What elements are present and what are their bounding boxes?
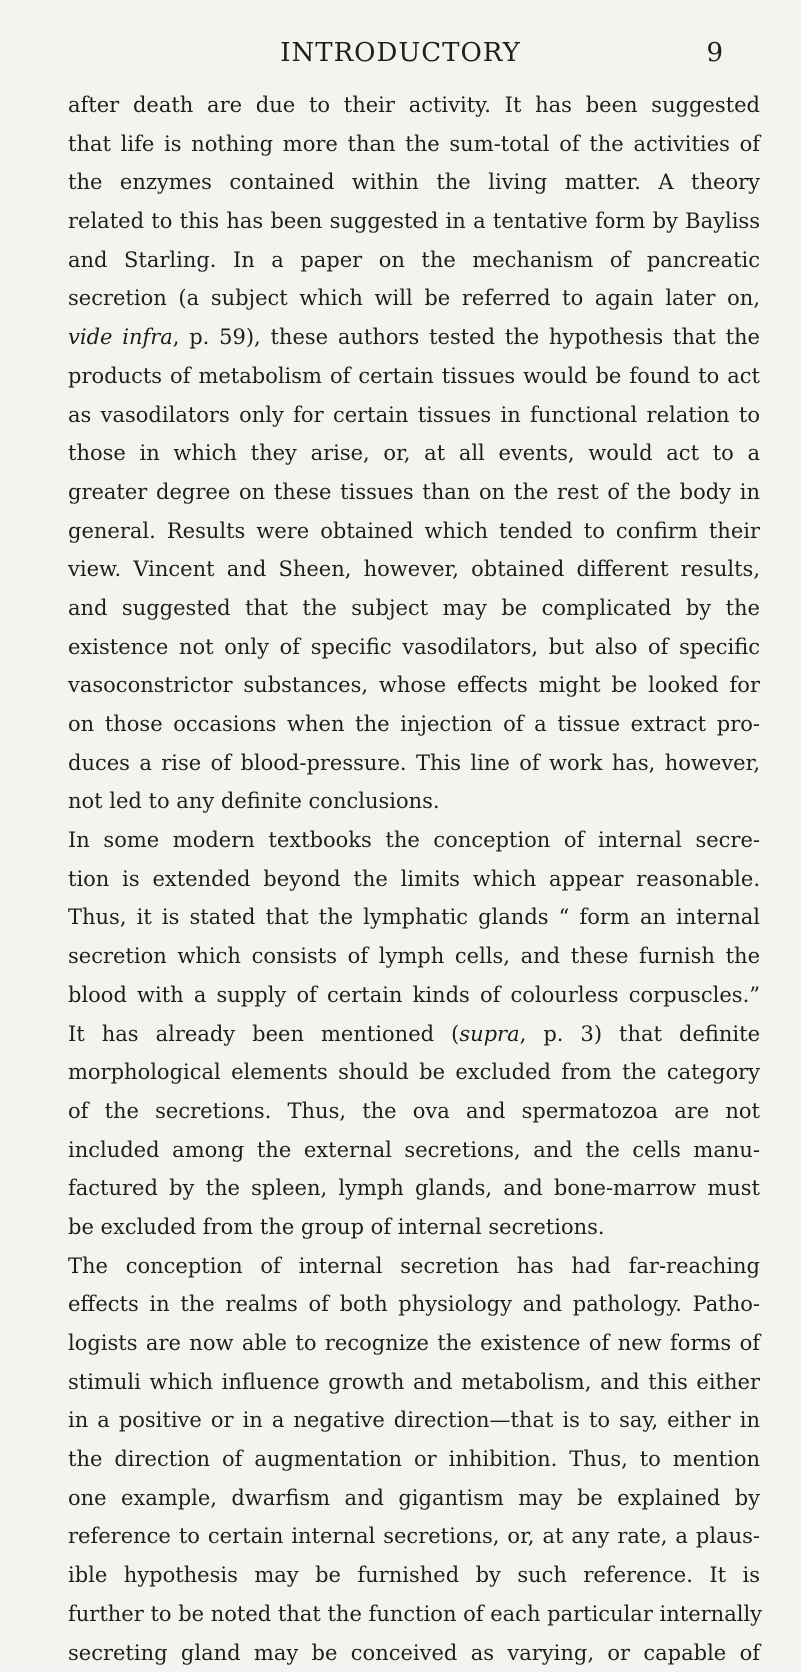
text-line: as vasodilators only for certain tissues in functional relation to [68, 396, 760, 435]
text-line: duces a rise of blood-pressure. This line of work has, however, [68, 744, 760, 783]
text-line: related to this has been suggested in a tentative form by Bayliss [68, 202, 760, 241]
text-line: secretion (a subject which will be referred to again later on, [68, 279, 760, 318]
text-line: existence not only of specific vasodilators, but also of specific [68, 628, 760, 667]
running-title: INTRODUCTORY [0, 38, 801, 68]
text-line: general. Results were obtained which tended to confirm their [68, 512, 760, 551]
paragraph-end-line: be excluded from the group of internal secretions. [68, 1208, 760, 1247]
paragraph-end-line: not led to any definite conclusions. [68, 782, 760, 821]
text-line: on those occasions when the injection of a tissue extract pro- [68, 705, 760, 744]
text-line-italic-start: vide infra, p. 59), these authors tested the hypothesis that the [68, 318, 760, 357]
text-line: Thus, it is stated that the lymphatic glands “ form an internal [68, 898, 760, 937]
text-line: In some modern textbooks the conception of internal secre- [68, 821, 760, 860]
text-line: in a positive or in a negative direction—that is to say, either in [68, 1401, 760, 1440]
text-line: tion is extended beyond the limits which appear reasonable. [68, 860, 760, 899]
text-line: secreting gland may be conceived as varying, or capable of [68, 1634, 760, 1672]
text-line: those in which they arise, or, at all events, would act to a [68, 434, 760, 473]
running-head [0, 38, 801, 78]
text-line: included among the external secretions, and the cells manu- [68, 1131, 760, 1170]
text-line: stimuli which influence growth and metabolism, and this either [68, 1363, 760, 1402]
text-line: of the secretions. Thus, the ova and spermatozoa are not [68, 1092, 760, 1131]
text-line: products of metabolism of certain tissues would be found to act [68, 357, 760, 396]
body-text [68, 86, 760, 1672]
text-line: and Starling. In a paper on the mechanism of pancreatic [68, 241, 760, 280]
text-line: one example, dwarfism and gigantism may be explained by [68, 1479, 760, 1518]
text-line: greater degree on these tissues than on the rest of the body in [68, 473, 760, 512]
text-line: and suggested that the subject may be complicated by the [68, 589, 760, 628]
text-line: the direction of augmentation or inhibition. Thus, to mention [68, 1440, 760, 1479]
text-line: view. Vincent and Sheen, however, obtained different results, [68, 550, 760, 589]
text-line: morphological elements should be excluded from the category [68, 1053, 760, 1092]
text-line: The conception of internal secretion has had far-reaching [68, 1247, 760, 1286]
text-line: the enzymes contained within the living matter. A theory [68, 163, 760, 202]
page-number: 9 [706, 38, 723, 68]
text-line: reference to certain internal secretions, or, at any rate, a plaus- [68, 1517, 760, 1556]
text-line-italic-supra: It has already been mentioned (supra, p. 3) that definite [68, 1015, 760, 1054]
text-line: logists are now able to recognize the existence of new forms of [68, 1324, 760, 1363]
text-line: effects in the realms of both physiology and pathology. Patho- [68, 1285, 760, 1324]
text-line: after death are due to their activity. It has been suggested [68, 86, 760, 125]
text-line: ible hypothesis may be furnished by such reference. It is [68, 1556, 760, 1595]
text-line: further to be noted that the function of each particular internally [68, 1595, 760, 1634]
text-line: factured by the spleen, lymph glands, and bone-marrow must [68, 1169, 760, 1208]
text-line: blood with a supply of certain kinds of colourless corpuscles.” [68, 976, 760, 1015]
text-line: secretion which consists of lymph cells, and these furnish the [68, 937, 760, 976]
text-line: that life is nothing more than the sum-total of the activities of [68, 125, 760, 164]
text-line: vasoconstrictor substances, whose effects might be looked for [68, 666, 760, 705]
